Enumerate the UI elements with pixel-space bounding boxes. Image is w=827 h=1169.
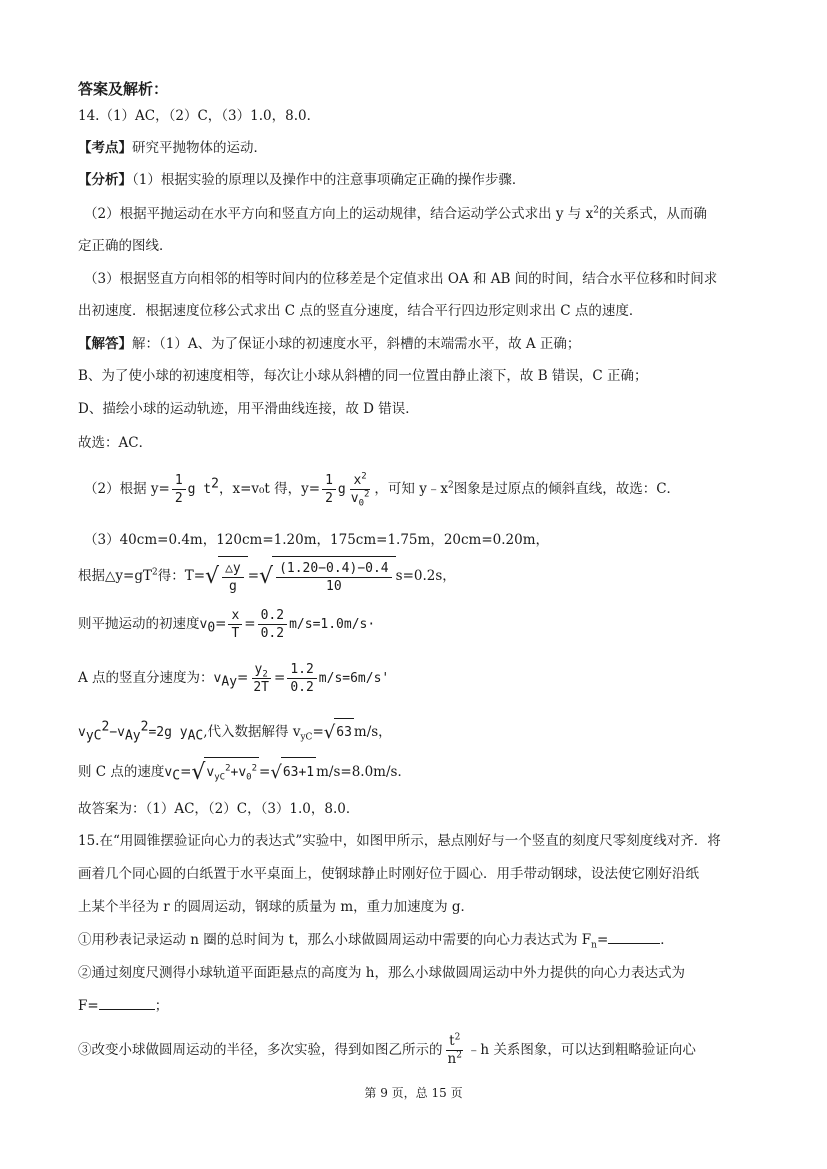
fenxi-text-1: （1）根据实验的原理以及操作中的注意事项确定正确的操作步骤． (132, 172, 526, 188)
q15-l7b: ﹣h 关系图象，可以达到粗略验证向心 (466, 1042, 696, 1058)
part3-units-line: （3）40cm=0.4m，120cm=1.20m，175cm=1.75m，20cm=0.20m， (84, 532, 550, 548)
answers-heading: 答案及解析： (78, 80, 169, 98)
q15-line-3: 上某个半径为 r 的圆周运动，钢球的质量为 m，重力加速度为 g． (78, 899, 475, 915)
fenxi-text-2a: （2）根据平抛运动在水平方向和竖直方向上的运动规律，结合运动学公式求出 y 与 x (84, 206, 594, 222)
p3-vAy-tail: m/s=6m/s' (318, 671, 390, 686)
q15-l7a: ③改变小球做圆周运动的半径，多次实验，得到如图乙所示的 (78, 1042, 443, 1058)
p3-vAy-y2-over-2T: $\frac{y_2}{2T}$ (253, 662, 269, 695)
fenxi-tag: 【分析】 (78, 172, 132, 188)
p3-v0-x-over-T: $\frac{x}{T}$ (228, 607, 242, 642)
part2-formula-line: （2）根据 y= $\frac{1}{2}$ g $t^2$，x=v₀t 得，y= $\frac{1}{2}$ g $\frac{x^2}{v_0^2}$ ，可知 $y﹣x^2$图象是过原点的倾斜直线，故选：C． (84, 471, 681, 509)
q15-line-1: 15.在“用圆锥摆验证向心力的表达式”实验中，如图甲所示，悬点刚好与一个竖直的刻度尺零刻度线对齐．将 (78, 833, 721, 849)
select-line: 故选：AC． (78, 435, 153, 451)
jieda-text-1: 解：（1）A、为了保证小球的初速度水平，斜槽的末端需水平，故 A 正确； (132, 336, 581, 352)
p2-tail-b: 图象是过原点的倾斜直线，故选：C． (453, 481, 681, 497)
p3-vAy-lead: A 点的竖直分速度为： (78, 670, 214, 686)
p3-vC-sqrt-2: √ 63+1 (270, 757, 316, 788)
part3-vyC-line: $v_{yC}^2-v_{Ay}^2=2g$ $y_{AC}$,代入数据解得 $v_{yC}=$ √ 63 m/s， (78, 718, 392, 747)
part3-vAy-line: A 点的竖直分速度为：$v_{Ay}=$ $\frac{y_2}{2T}$ = $\frac{1.2}{0.2}$ m/s=6m/s' (78, 662, 390, 695)
q15-line-6: F= ； (78, 998, 169, 1014)
p3-T-sqrt-1: √ $\frac{\triangle y}{g}$ (205, 556, 248, 597)
q15-l4a: ①用秒表记录运动 n 圈的总时间为 t，那么小球做圆周运动中需要的向心力表达式为 F (78, 932, 592, 948)
p3-T-lead2: 得：T= (157, 568, 206, 584)
p2-half-fraction: $\frac{1}{2}$ (172, 472, 186, 507)
fenxi-line-1 (78, 171, 525, 189)
p2-half-fraction-2: $\frac{1}{2}$ (322, 472, 336, 507)
fenxi-line-2: （2）根据平抛运动在水平方向和竖直方向上的运动规律，结合运动学公式求出 y 与 $x^2$的关系式，从而确 (84, 205, 707, 222)
p3-vAy-fraction: $\frac{1.2}{0.2}$ (287, 661, 316, 696)
part3-v0-line: 则平抛运动的初速度$v_0=$ $\frac{x}{T}$ = $\frac{0.2}{0.2}$ m/s=1.0m/s· (78, 608, 376, 641)
jieda-tag: 【解答】 (78, 336, 132, 352)
q15-t2-over-n2: $\frac{t^2}{n^2}$ (447, 1032, 462, 1067)
p3-vC-tail: m/s=8.0m/s． (316, 764, 411, 780)
final-answer: 故答案为：（1）AC，（2）C，（3）1.0，8.0． (78, 801, 360, 817)
fenxi-line-3b: 出初速度．根据速度位移公式求出 C 点的竖直分速度，结合平行四边形定则求出 C 点的速度． (78, 303, 643, 319)
p3-T-tail: s=0.2s， (395, 568, 456, 584)
p3-vyC-tail: m/s， (353, 724, 392, 740)
p2-lead: （2）根据 y= (84, 481, 170, 497)
q15-line-4: ①用秒表记录运动 n 圈的总时间为 t，那么小球做圆周运动中需要的向心力表达式为 $F_n=$ ． (78, 932, 674, 951)
p2-tail-a: ，可知 y﹣x (374, 481, 448, 497)
p3-T-sqrt-2: √ $\frac{(1.20-0.4)-0.4}{10}$ (259, 556, 396, 597)
p3-T-lead: 根据△y=gT (78, 568, 152, 584)
kaodian-line (78, 139, 267, 157)
p3-vyC-mid: 代入数据解得 v (207, 724, 301, 740)
jieda-line-3: D、描绘小球的运动轨迹，用平滑曲线连接，故 D 错误． (78, 401, 419, 417)
p3-v0-fraction: $\frac{0.2}{0.2}$ (258, 607, 287, 642)
p3-vyC-sqrt: √ 63 (324, 718, 354, 747)
p3-vC-sqrt-1: √ $v_{yC}^2+v_0^2$ (191, 757, 259, 788)
q15-blank-1[interactable] (608, 943, 660, 944)
q15-line-5: ②通过刻度尺测得小球轨道平面距悬点的高度为 h，那么小球做圆周运动中外力提供的向心力表达式为 (78, 965, 685, 981)
p2-gt: g t (187, 482, 212, 497)
fenxi-text-2b: 的关系式，从而确 (598, 206, 707, 222)
q14-answer: 14.（1）AC，（2）C，（3）1.0，8.0． (78, 108, 321, 124)
kaodian-text: 研究平抛物体的运动． (132, 140, 267, 156)
p2-mid: ，x=v₀t 得，y= (218, 481, 321, 497)
part3-T-line: 根据$\triangle y=gT^2$得：T= √ $\frac{\triangle y}{g}$ = √ $\frac{(1.20-0.4)-0.4}{10}$ s=0.2s， (78, 556, 456, 597)
q15-line-7 (78, 1030, 696, 1070)
fenxi-line-3a: （3）根据竖直方向相邻的相等时间内的位移差是个定值求出 OA 和 AB 间的时间，结合水平位移和时间求 (84, 271, 718, 287)
p3-v0-tail: m/s=1.0m/s· (289, 617, 376, 632)
part3-vC-line: 则 C 点的速度$v_C=$ √ $v_{yC}^2+v_0^2$ = √ 63+1 m/s=8.0m/s． (78, 757, 411, 788)
p3-vC-lead: 则 C 点的速度 (78, 764, 165, 780)
jieda-line-1 (78, 335, 580, 353)
fenxi-line-2c: 定正确的图线． (78, 238, 173, 254)
page-footer: 第 9 页，总 15 页 (364, 1086, 463, 1100)
kaodian-tag: 【考点】 (78, 140, 132, 156)
p2-x2-over-v02: $\frac{x^2}{v_0^2}$ (350, 471, 370, 509)
q15-line-2: 画着几个同心圆的白纸置于水平桌面上，使钢球静止时刚好位于圆心．用手带动钢球，设法使它刚好沿纸 (78, 866, 699, 882)
p3-v0-lead: 则平抛运动的初速度 (78, 616, 200, 632)
jieda-line-2: B、为了使小球的初速度相等，每次让小球从斜槽的同一位置由静止滚下，故 B 错误，C 正确； (78, 368, 648, 384)
q15-blank-2[interactable] (99, 1009, 155, 1010)
p2-g: g (337, 482, 346, 497)
